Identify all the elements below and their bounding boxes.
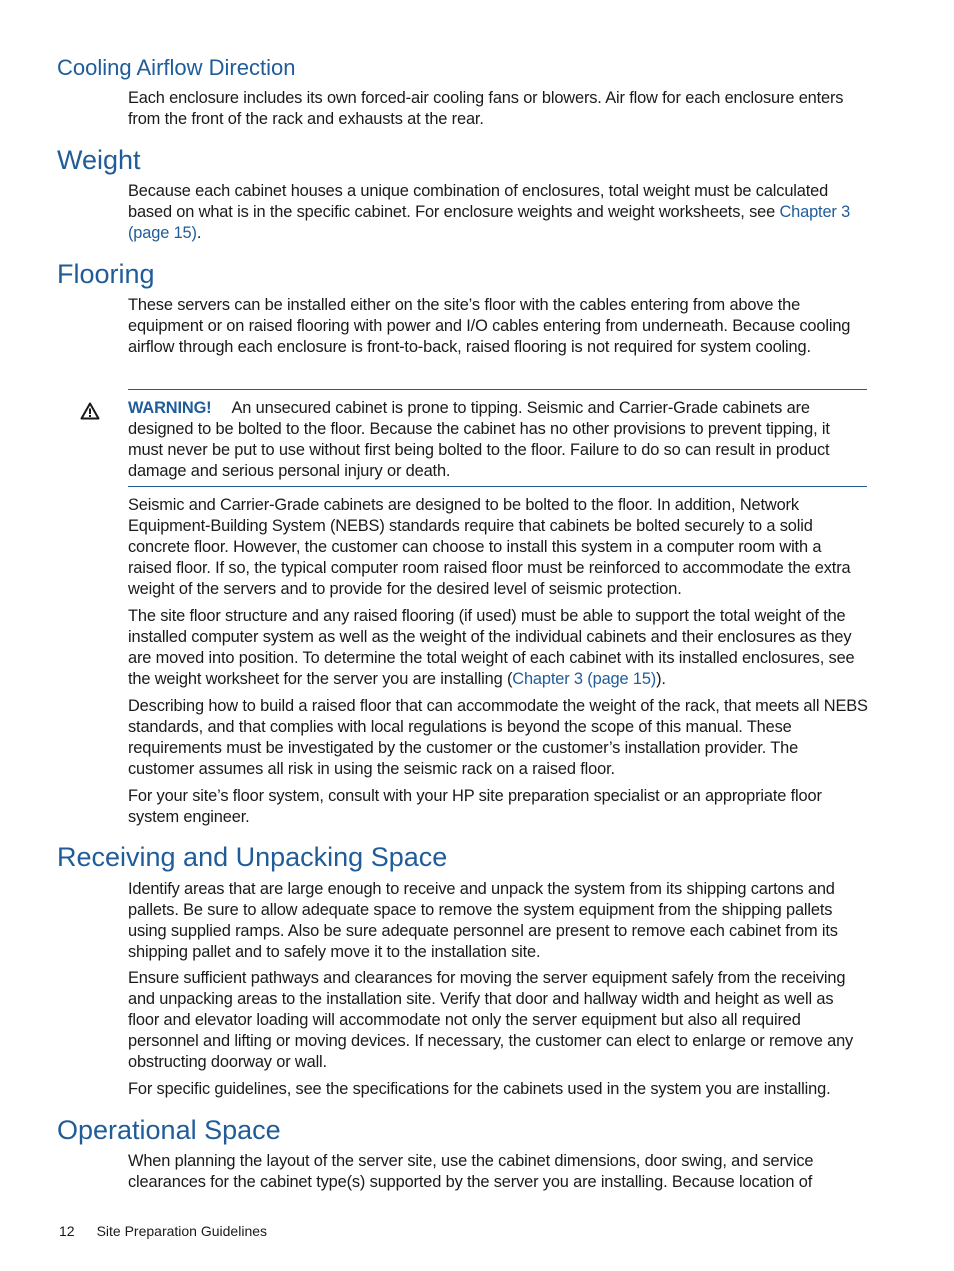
paragraph-flooring-1: These servers can be installed either on the site’s floor with the cables entering from above the equipment or on raised flooring with power and I/O cables entering from underneath. Because cooling airflow through each enclosure is front-to-back, raised flooring is not required for system cooling. bbox=[128, 296, 851, 356]
heading-receiving-unpacking: Receiving and Unpacking Space bbox=[57, 842, 448, 872]
paragraph-receiving-2: Ensure sufficient pathways and clearances for moving the server equipment safely from the receiving and unpacking areas to the installation site. Verify that door and hallway width and height as well as floor and elevator loading will accommodate not only the server equipment but also all required personnel and lifting or moving devices. If necessary, the customer can elect to enlarge or remove any obstructing doorway or wall. bbox=[128, 969, 854, 1071]
link-chapter-3-weight[interactable]: Chapter 3 (page 15) bbox=[128, 202, 851, 242]
warning-triangle-icon bbox=[80, 402, 100, 420]
paragraph-weight-text: Because each cabinet houses a unique combination of enclosures, total weight must be calculated based on what is in the specific cabinet. For enclosure weights and weight worksheets, see bbox=[128, 182, 829, 221]
paragraph-receiving-1: Identify areas that are large enough to receive and unpack the system from its shipping cartons and pallets. Be sure to allow adequate space to remove the system equipment from the shipping pallets using supplied ramps. Also be sure adequate personnel are present to remove each cabinet from its shipping pallet and to safely move it to the installation site. bbox=[128, 880, 838, 961]
paragraph-flooring-3-text: The site floor structure and any raised flooring (if used) must be able to support the total weight of the installed computer system as well as the weight of the individual cabinets and their enclosures as they are moved into position. To determine the total weight of each cabinet with its installed enclosures, see the weight worksheet for the server you are installing ( bbox=[128, 607, 855, 688]
paragraph-weight bbox=[128, 181, 868, 244]
warning-text: An unsecured cabinet is prone to tipping. Seismic and Carrier-Grade cabinets are designed to be bolted to the floor. Because the cabinet has no other provisions to prevent tipping, it must never be put to use without first being bolted to the floor. Failure to do so can result in product damage and serious personal injury or death. bbox=[128, 399, 830, 480]
warning-top-rule bbox=[128, 389, 867, 390]
paragraph-receiving-3: For specific guidelines, see the specifications for the cabinets used in the system you are installing. bbox=[128, 1080, 831, 1098]
paragraph-weight-end: . bbox=[196, 223, 202, 242]
link-chapter-3-flooring[interactable]: Chapter 3 (page 15) bbox=[512, 669, 657, 688]
warning-note bbox=[128, 398, 868, 482]
footer-title: Site Preparation Guidelines bbox=[96, 1223, 268, 1239]
paragraph-flooring-2: Seismic and Carrier-Grade cabinets are designed to be bolted to the floor. In addition, Network Equipment-Building System (NEBS) standards require that cabinets be bolted securely to a solid concrete floor. However, the customer can choose to install this system in a computer room with a raised floor. If so, the typical computer room raised floor must be reinforced to accommodate the extra weight of the servers and to provide for the desired level of seismic protection. bbox=[128, 496, 851, 598]
paragraph-operational-1: When planning the layout of the server site, use the cabinet dimensions, door swing, and service clearances for the cabinet type(s) supported by the server you are installing. Because location of bbox=[128, 1152, 814, 1191]
paragraph-flooring-3 bbox=[128, 606, 868, 690]
warning-label: WARNING! bbox=[128, 399, 212, 417]
heading-operational-space: Operational Space bbox=[57, 1115, 281, 1145]
page-footer bbox=[59, 1222, 267, 1240]
warning-bottom-rule bbox=[128, 486, 867, 487]
paragraph-flooring-3-end: ). bbox=[656, 669, 666, 688]
page-number: 12 bbox=[59, 1223, 75, 1239]
heading-cooling-airflow: Cooling Airflow Direction bbox=[57, 55, 296, 80]
paragraph-flooring-4: Describing how to build a raised floor that can accommodate the weight of the rack, that meets all NEBS standards, and that complies with local regulations is beyond the scope of this manual. These requirements must be investigated by the customer or the customer’s installation provider. The customer assumes all risk in using the seismic rack on a raised floor. bbox=[128, 697, 868, 778]
paragraph-flooring-5: For your site’s floor system, consult with your HP site preparation specialist or an appropriate floor system engineer. bbox=[128, 787, 822, 826]
heading-weight: Weight bbox=[57, 145, 141, 175]
paragraph-cooling: Each enclosure includes its own forced-air cooling fans or blowers. Air flow for each enclosure enters from the front of the rack and exhausts at the rear. bbox=[128, 89, 844, 128]
heading-flooring: Flooring bbox=[57, 259, 155, 289]
